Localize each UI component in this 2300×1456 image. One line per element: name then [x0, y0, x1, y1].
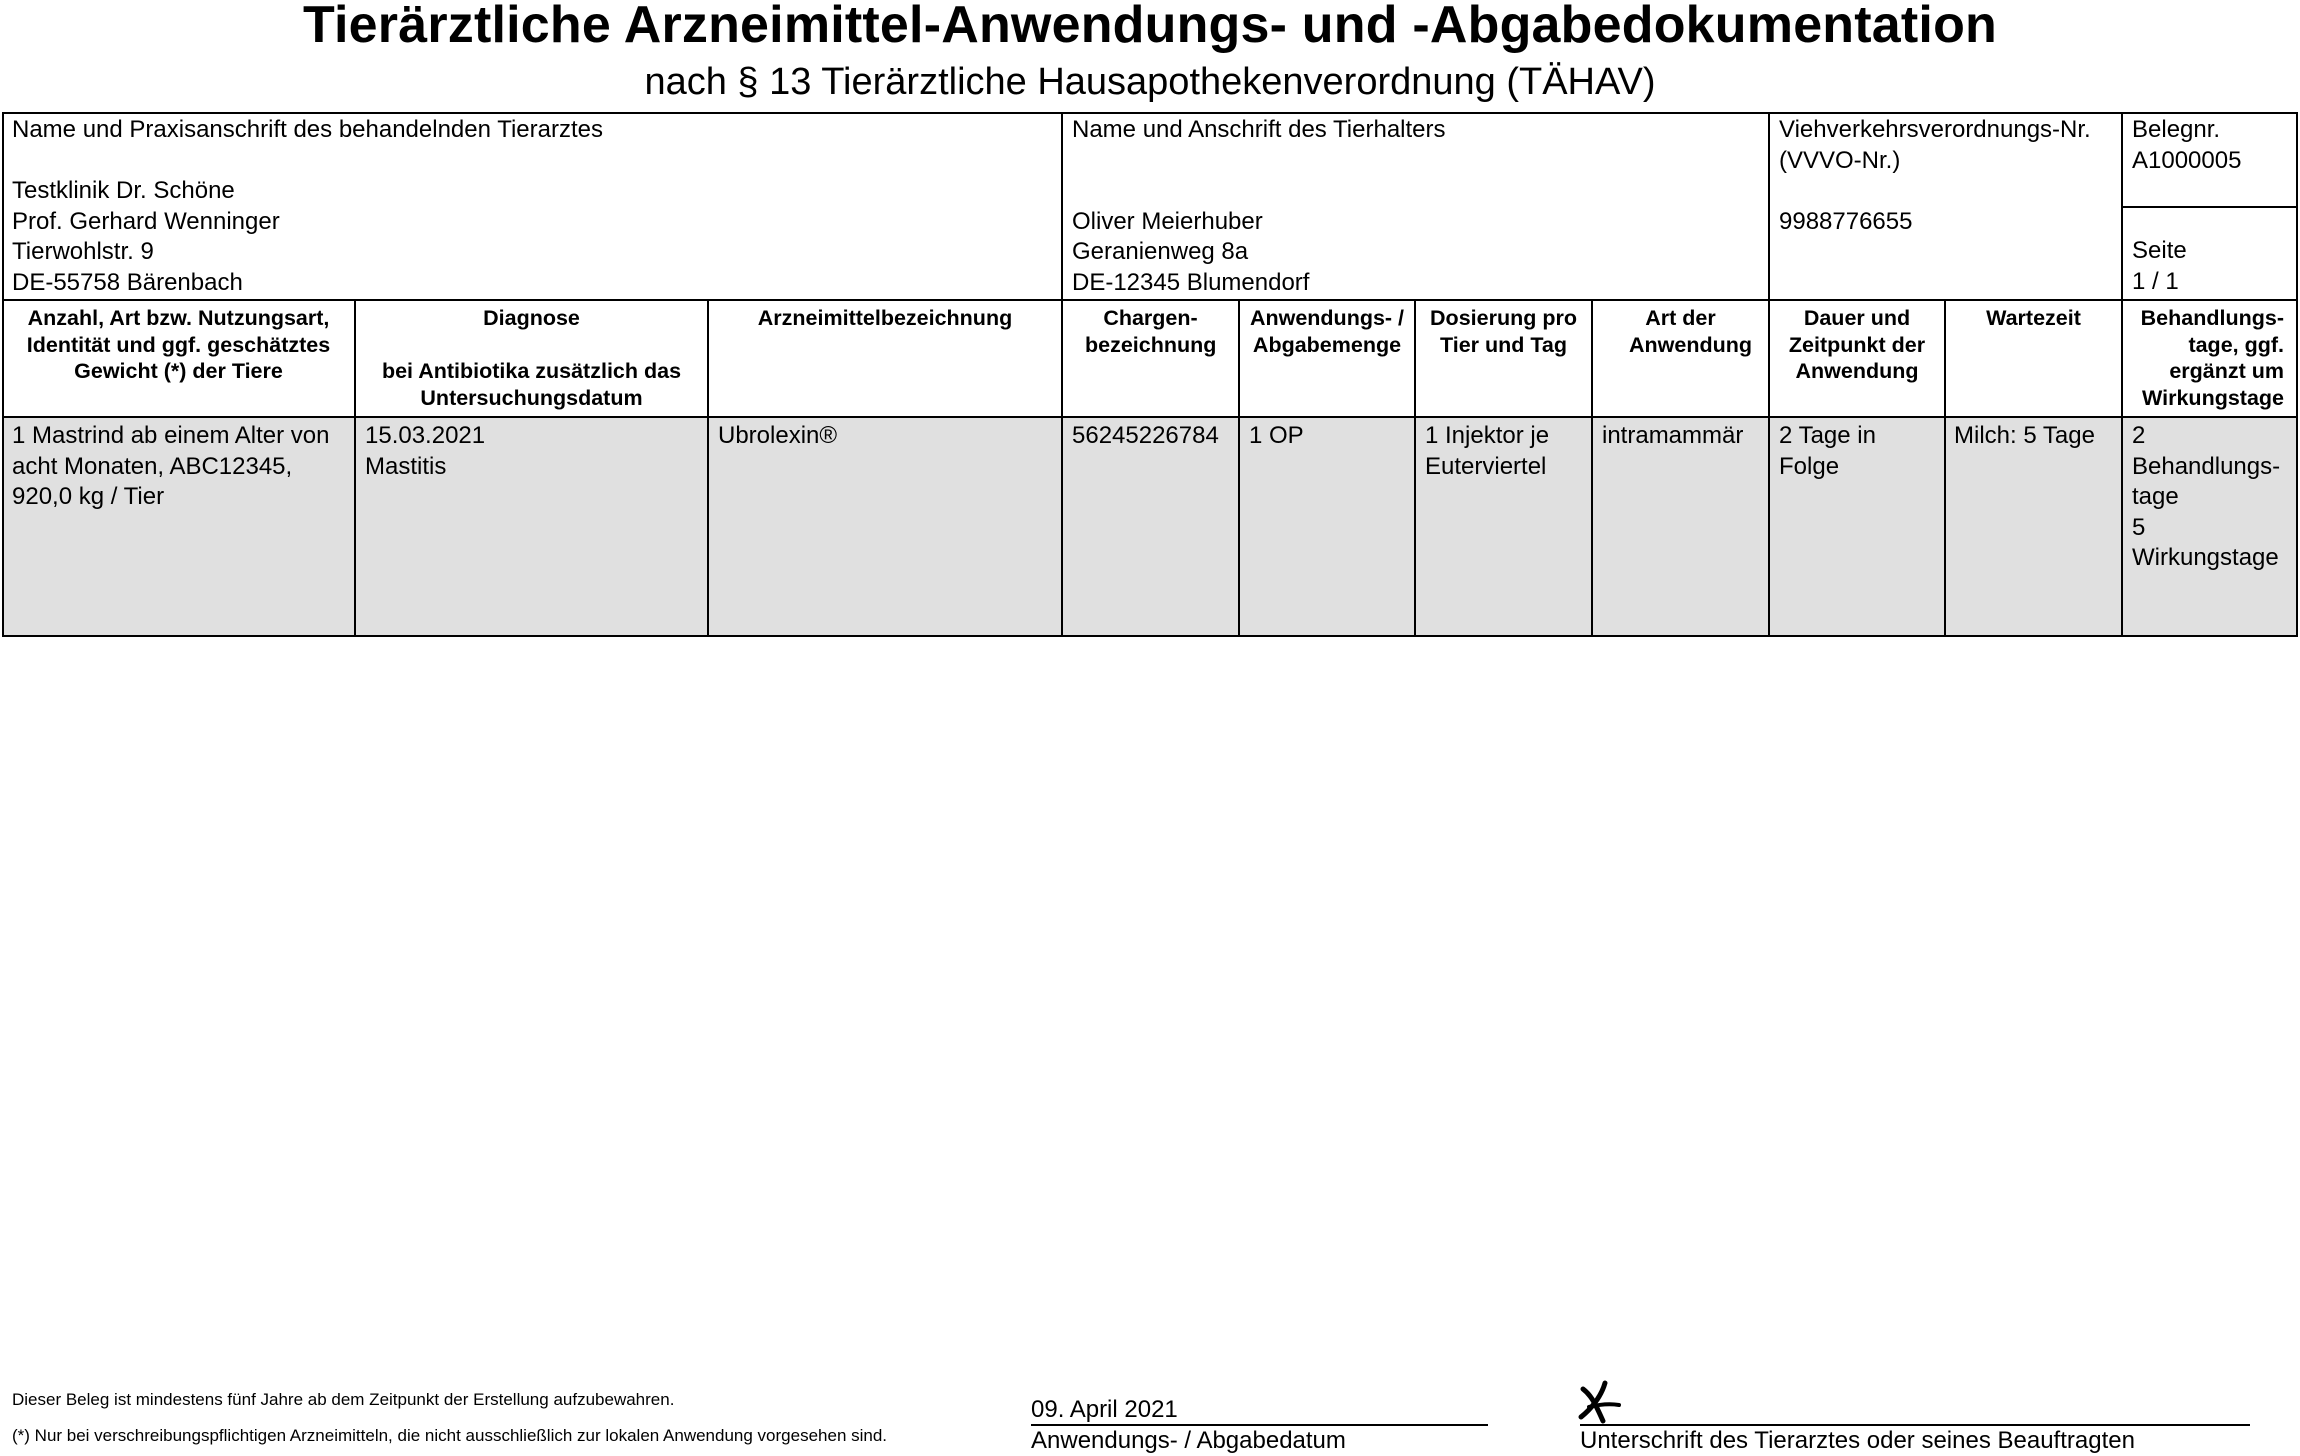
row-effect-days-label: Wirkungstage: [2132, 544, 2279, 571]
owner-city: DE-12345 Blumendorf: [1072, 268, 1310, 296]
col-header-diagnosis-note: bei Antibiotika zusätzlich das Untersuchungsdatum: [381, 359, 682, 410]
col-header-dosage: Dosierung pro Tier und Tag: [1430, 306, 1577, 357]
vvvo-label: Viehverkehrsverordnungs-Nr.: [1779, 116, 2091, 143]
row-diagnosis: [356, 418, 707, 635]
signature-mark: [1575, 1377, 1625, 1427]
row-quantity: 1 OP: [1249, 422, 1304, 449]
beleg-number: A1000005: [2132, 146, 2242, 174]
col-header-batch: Chargen-bezeichnung: [1085, 306, 1217, 357]
vet-label: Name und Praxisanschrift des behandelnden Tierarztes: [12, 116, 603, 143]
vet-name: Testklinik Dr. Schöne: [12, 177, 235, 204]
vet-street: Tierwohlstr. 9: [12, 238, 154, 265]
beleg-label: Belegnr.: [2132, 116, 2221, 143]
beleg-block: [2123, 112, 2298, 206]
document-title: Tierärztliche Arzneimittel-Anwendungs- und -Abgabedokumentation: [302, 0, 1998, 54]
vvvo-block: [1770, 112, 2121, 299]
row-effect-days-count: 5: [2132, 513, 2146, 541]
signature-label: Unterschrift des Tierarztes oder seines Beauftragten: [1580, 1427, 2135, 1454]
page-block: [2123, 233, 2298, 299]
dispense-date-label: Anwendungs- / Abgabedatum: [1031, 1427, 1346, 1454]
vvvo-number: 9988776655: [1779, 207, 1913, 235]
col-header-animals: Anzahl, Art bzw. Nutzungsart, Identität und ggf. geschätztes Gewicht (*) der Tiere: [26, 306, 331, 383]
row-examination-date: 15.03.2021: [365, 422, 486, 449]
vet-person: Prof. Gerhard Wenninger: [12, 207, 280, 235]
row-treatment-days-label-cont: tage: [2132, 483, 2179, 510]
row-treatment-days: [2123, 418, 2298, 635]
page-label: Seite: [2132, 237, 2187, 264]
col-header-diagnosis-title: Diagnose: [483, 306, 580, 330]
document-subtitle: nach § 13 Tierärztliche Hausapothekenverordnung (TÄHAV): [644, 61, 1656, 103]
col-header-treatment-days: Behandlungs-tage, ggf. ergänzt um Wirkungstage: [2140, 306, 2284, 410]
owner-street: Geranienweg 8a: [1072, 238, 1249, 265]
col-header-route: Art der Anwendung: [1629, 306, 1753, 357]
beleg-divider: [2121, 206, 2298, 208]
vet-block: [3, 112, 1061, 299]
row-duration: 2 Tage in Folge: [1779, 422, 1876, 480]
row-treatment-days-label: Behandlungs-: [2132, 452, 2281, 480]
col-header-drug: Arzneimittelbezeichnung: [757, 306, 1013, 330]
row-treatment-days-count: 2: [2132, 422, 2146, 449]
retention-note: Dieser Beleg ist mindestens fünf Jahre ab dem Zeitpunkt der Erstellung aufzubewahren.: [12, 1390, 675, 1409]
owner-name: Oliver Meierhuber: [1072, 207, 1263, 235]
row-drug: Ubrolexin®: [718, 422, 838, 449]
row-diagnosis-text: Mastitis: [365, 452, 447, 480]
row-animals: 1 Mastrind ab einem Alter von acht Monaten, ABC12345, 920,0 kg / Tier: [12, 422, 330, 510]
vvvo-label-abbr: (VVVO-Nr.): [1779, 146, 1901, 174]
col-header-quantity: Anwendungs- / Abgabemenge: [1249, 306, 1405, 357]
col-header-duration: Dauer und Zeitpunkt der Anwendung: [1788, 306, 1926, 383]
row-withdrawal: Milch: 5 Tage: [1954, 422, 2095, 449]
col-header-diagnosis: [356, 301, 707, 416]
owner-block: [1063, 112, 1768, 299]
owner-label: Name und Anschrift des Tierhalters: [1072, 116, 1446, 143]
vet-city: DE-55758 Bärenbach: [12, 268, 243, 296]
footnote: (*) Nur bei verschreibungspflichtigen Arzneimitteln, die nicht ausschließlich zur lokalen Anwendung vorgesehen sind.: [12, 1426, 888, 1445]
row-dosage: 1 Injektor je Euterviertel: [1425, 422, 1550, 480]
row-route: intramammär: [1602, 422, 1744, 449]
dispense-date-value: 09. April 2021: [1031, 1396, 1178, 1423]
row-batch: 56245226784: [1072, 422, 1219, 449]
page-number: 1 / 1: [2132, 267, 2179, 295]
col-header-withdrawal: Wartezeit: [1986, 306, 2081, 330]
